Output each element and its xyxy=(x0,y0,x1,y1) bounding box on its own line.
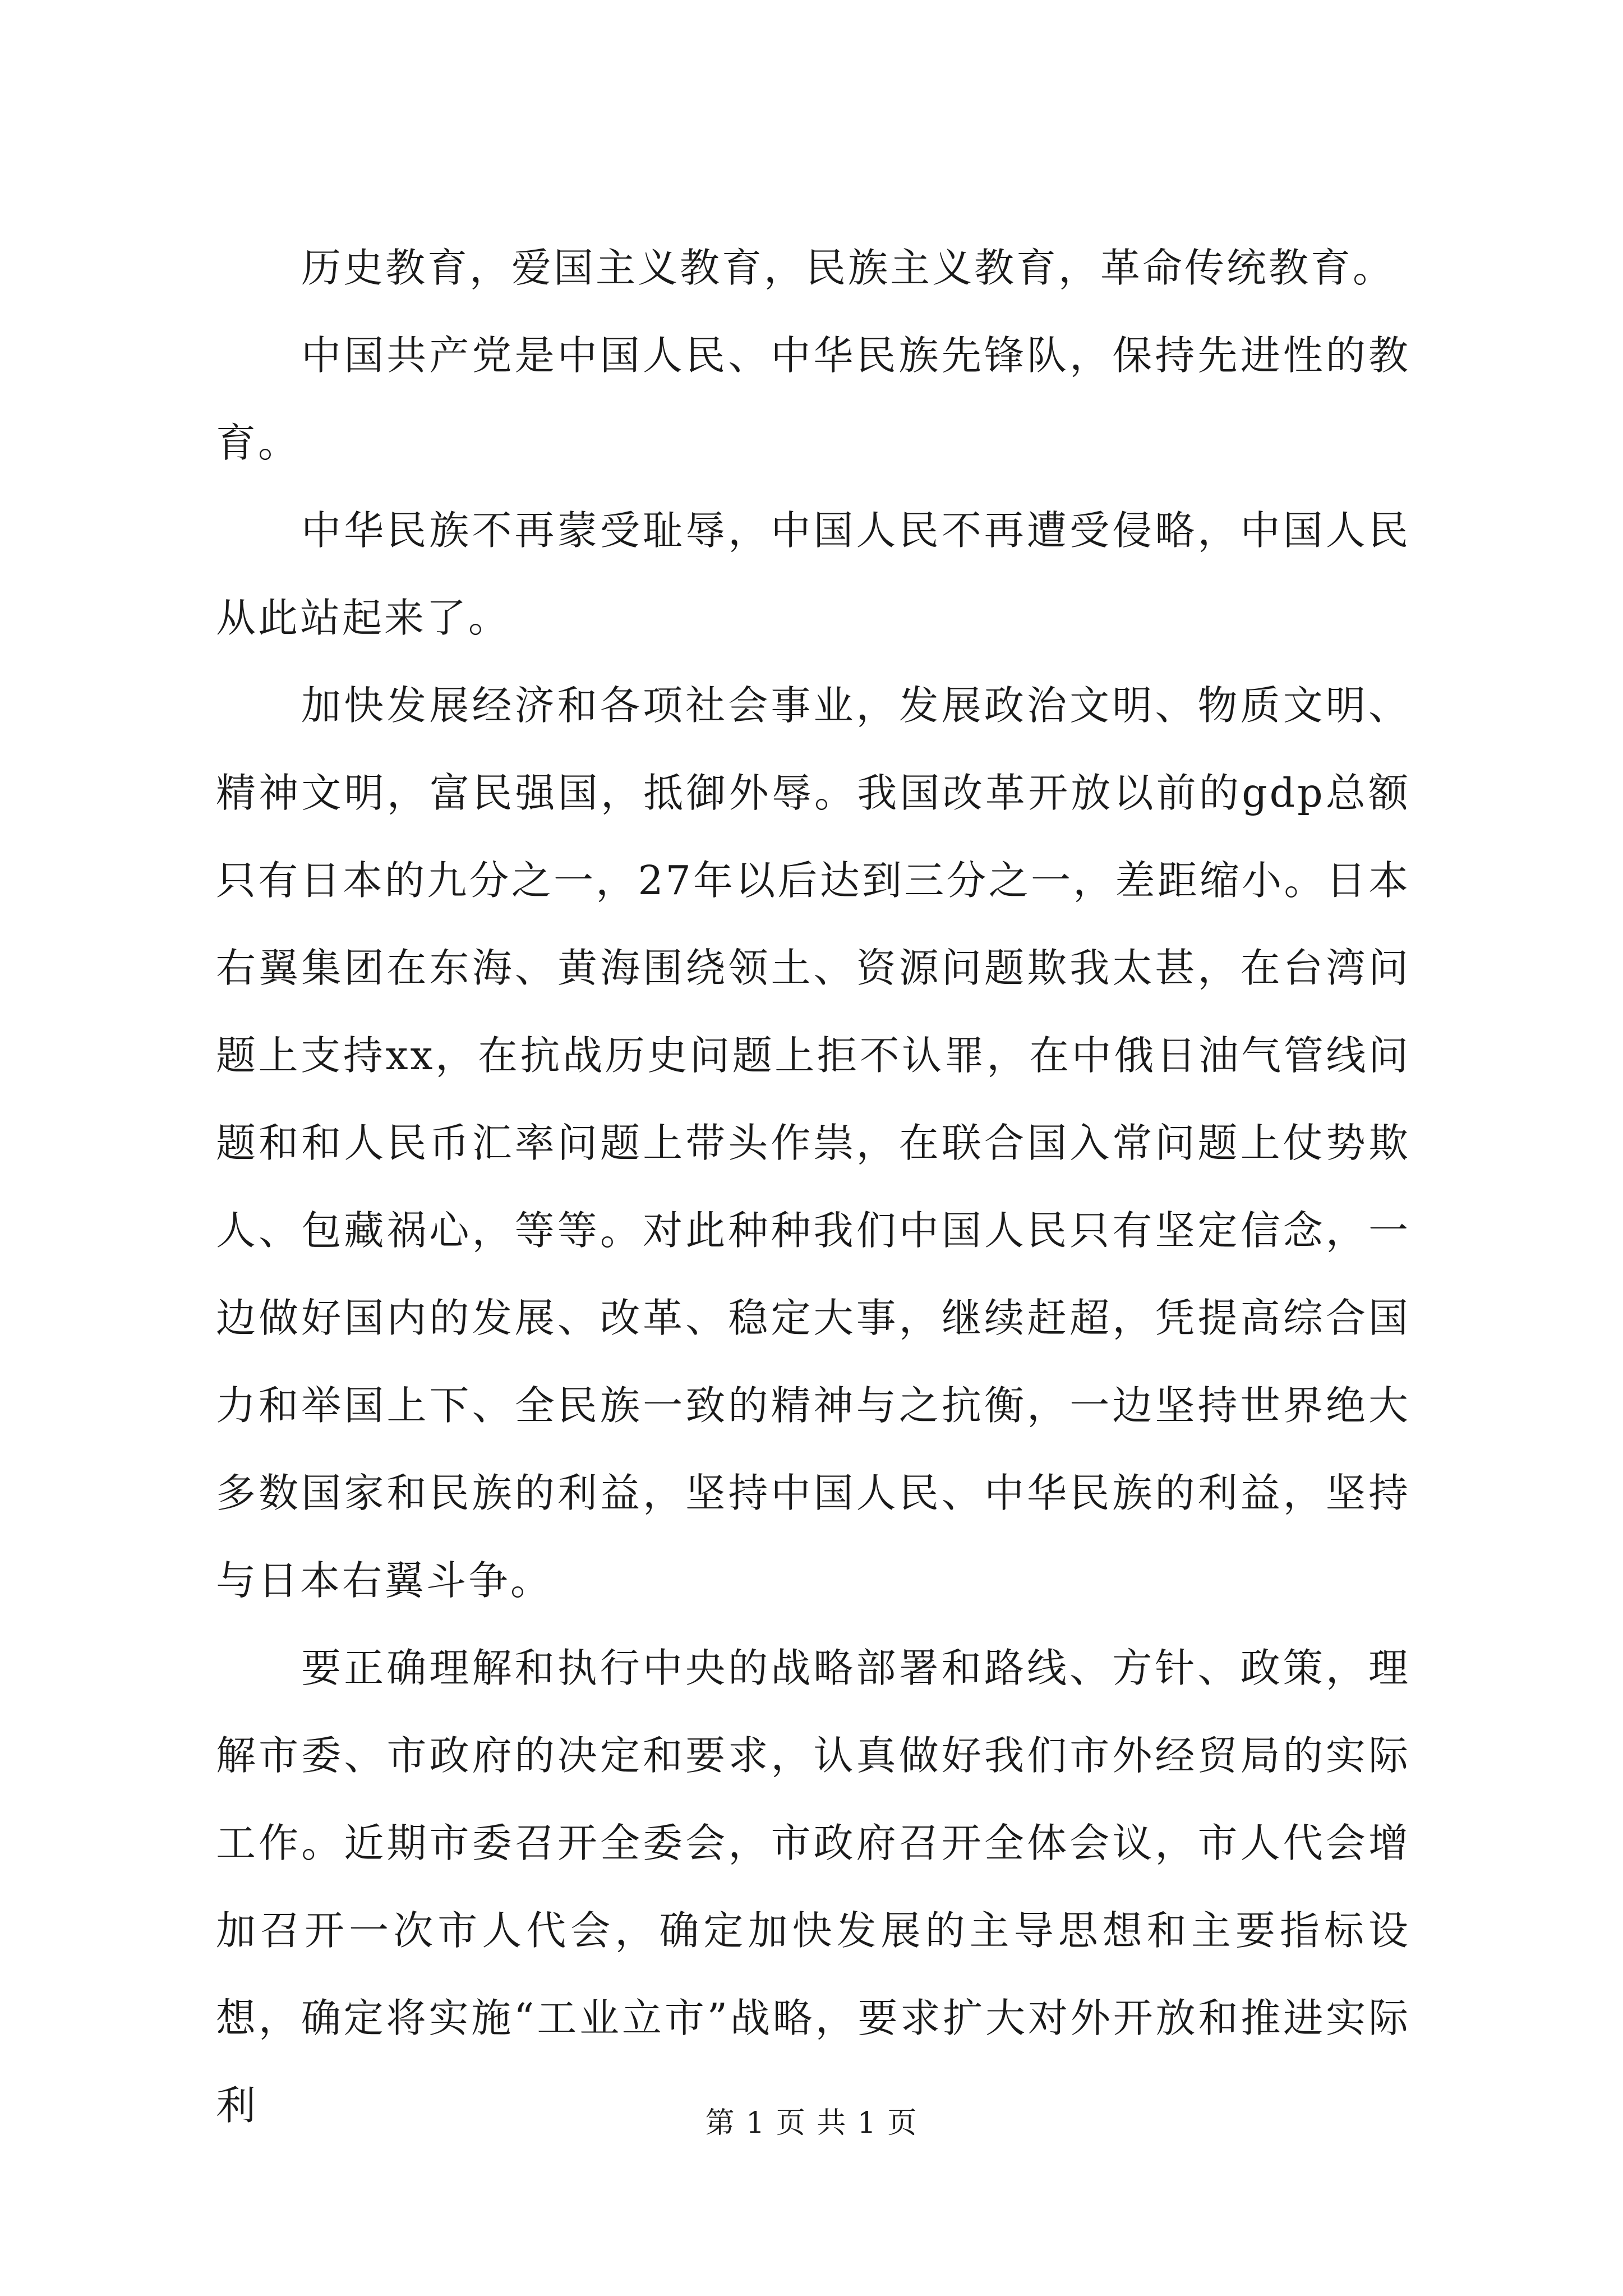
document-body xyxy=(216,224,1410,2150)
page-footer: 第 1 页 共 1 页 xyxy=(705,2106,918,2140)
paragraph-2: 中国共产党是中国人民、中华民族先锋队，保持先进性的教育。 xyxy=(216,332,1410,466)
paragraph-1: 历史教育，爱国主义教育，民族主义教育，革命传统教育。 xyxy=(301,245,1395,291)
paragraph-3: 中华民族不再蒙受耻辱，中国人民不再遭受侵略，中国人民从此站起来了。 xyxy=(216,507,1410,641)
paragraph-4: 加快发展经济和各项社会事业，发展政治文明、物质文明、精神文明，富民强国，抵御外辱。我国改革开放以前的gdp总额只有日本的九分之一，27年以后达到三分之一，差距缩小。日本右翼集团在东海、黄海围绕领土、资源问题欺我太甚，在台湾问题上支持xx，在抗战历史问题上拒不认罪，在中俄日油气管线问题和和人民币汇率问题上带头作祟，在联合国入常问题上仗势欺人、包藏祸心，等等。对此种种我们中国人民只有坚定信念，一边做好国内的发展、改革、稳定大事，继续赶超，凭提高综合国力和举国上下、全民族一致的精神与之抗衡，一边坚持世界绝大多数国家和民族的利益，坚持中国人民、中华民族的利益，坚持与日本右翼斗争。 xyxy=(216,682,1410,1604)
paragraph-5: 要正确理解和执行中央的战略部署和路线、方针、政策，理解市委、市政府的决定和要求，认真做好我们市外经贸局的实际工作。近期市委召开全委会，市政府召开全体会议，市人代会增加召开一次市人代会，确定加快发展的主导思想和主要指标设想，确定将实施“工业立市”战略，要求扩大对外开放和推进实际利 xyxy=(216,1645,1410,2129)
